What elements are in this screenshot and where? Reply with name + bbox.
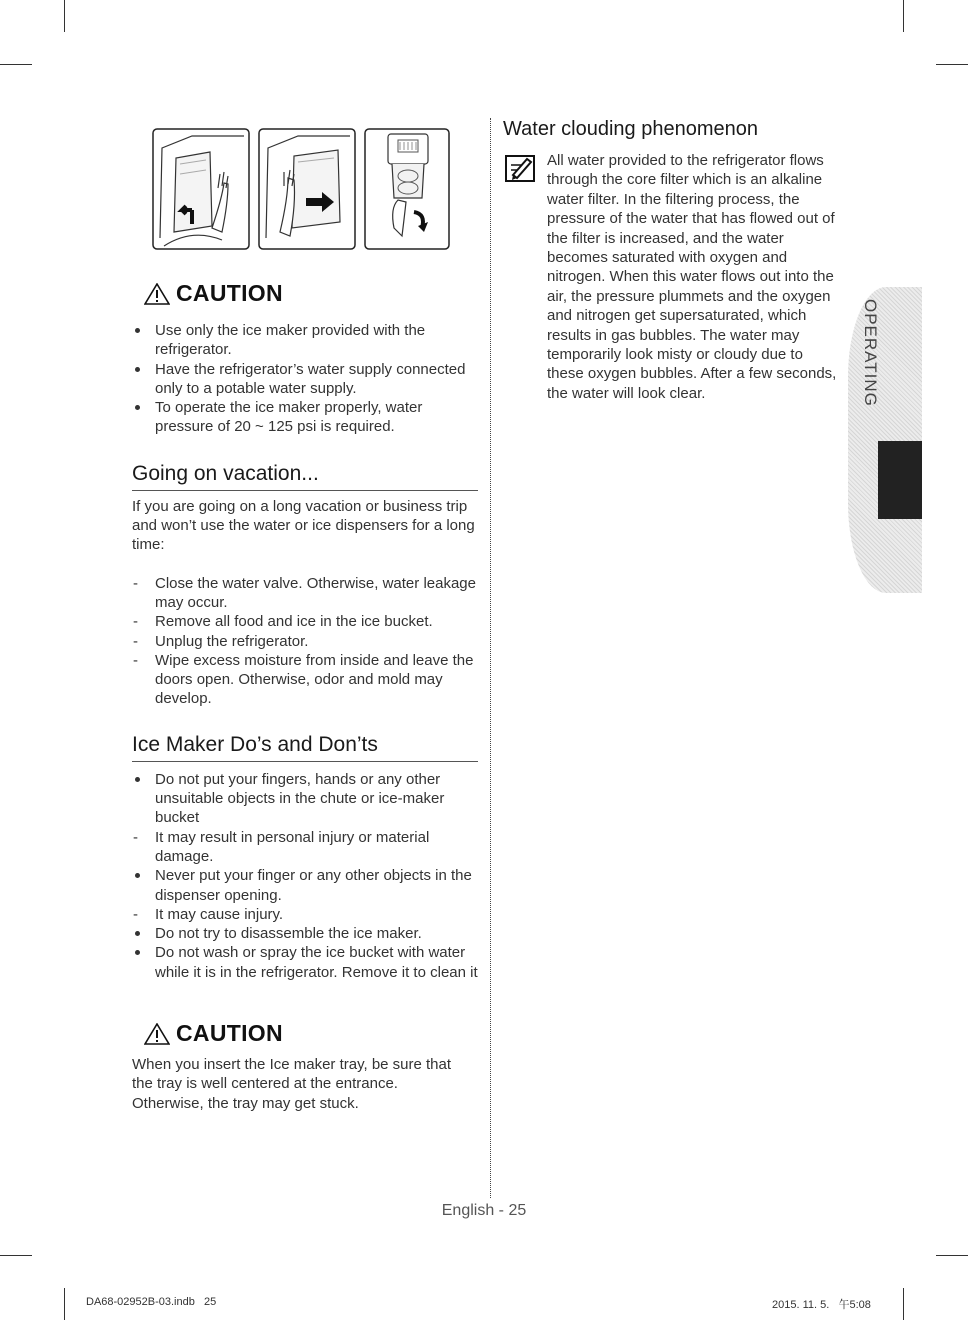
crop-mark [903,1288,904,1320]
side-tab-label: OPERATING [861,299,880,407]
list-item: Do not try to disassemble the ice maker. [132,924,478,943]
vacation-heading: Going on vacation... [132,462,478,491]
ice-bucket-push-illustration [152,128,250,250]
ice-bucket-slide-illustration [258,128,356,250]
vacation-intro: If you are going on a long vacation or business trip and won’t use the water or ice dispensers for a long time: [132,497,475,554]
list-item: - Wipe excess moisture from inside and leave the doors open. Otherwise, odor and mold may develop. [133,651,474,708]
side-tab-marker [878,441,922,519]
right-column [503,118,843,403]
crop-mark [936,1255,968,1256]
ice-maker-tray-illustration [364,128,450,250]
warning-triangle-icon [144,283,170,305]
list-item: Do not wash or spray the ice bucket with water while it is in the refrigerator. Remove it to clean it [132,943,478,982]
crop-mark [64,0,65,32]
list-item: Use only the ice maker provided with the refrigerator. [132,321,478,360]
list-item: To operate the ice maker properly, water pressure of 20 ~ 125 psi is required. [132,398,478,437]
page-number: English - 25 [441,1202,527,1219]
crop-mark [0,1255,32,1256]
list-item: - Close the water valve. Otherwise, water leakage may occur. [133,574,476,611]
note-block [503,151,843,403]
ice-maker-list [132,770,478,982]
column-divider [490,118,491,1198]
list-item: Have the refrigerator’s water supply connected only to a potable water supply. [132,360,478,399]
caution-list [132,321,478,437]
warning-triangle-icon [144,1023,170,1045]
vacation-list [132,574,478,709]
crop-mark [64,1288,65,1320]
water-clouding-text: All water provided to the refrigerator flows through the core filter which is an alkaline water filter. In the filtering process, the pressure of the water that has flowed out of the filter is increased, and the water becomes saturated with oxygen and nitrogen. When this water flows out into the air, the pressure plummets and the oxygen and nitrogen get supersaturated, which results in gas bubbles. The water may temporarily look misty or cloudy due to these oxygen bubbles. After a few seconds, the water will look clear. [547,152,837,402]
list-item: - It may result in personal injury or material damage. [133,828,430,865]
section-side-tab [848,287,922,593]
list-item: Never put your finger or any other objects in the dispenser opening. [132,866,478,905]
caution-text: When you insert the Ice maker tray, be sure that the tray is well centered at the entrance. Otherwise, the tray may get stuck. [132,1056,452,1112]
list-item: Do not put your fingers, hands or any other unsuitable objects in the chute or ice-maker bucket [132,770,478,828]
list-item: - Remove all food and ice in the ice bucket. [133,613,433,631]
left-column [132,128,478,1113]
list-item: - Unplug the refrigerator. [133,632,309,650]
ice-maker-illustrations [152,128,478,250]
crop-mark [936,64,968,65]
note-icon [503,153,537,183]
caution-heading [144,1020,478,1047]
print-slug-filename: DA68-02952B-03.indb 25 [86,1296,217,1308]
caution-label: CAUTION [176,1020,283,1047]
crop-mark [903,0,904,32]
water-clouding-heading: Water clouding phenomenon [503,118,758,140]
ice-maker-heading: Ice Maker Do’s and Don’ts [132,733,478,762]
crop-mark [0,64,32,65]
caution-heading [144,280,478,307]
caution-label: CAUTION [176,280,283,306]
list-item: - It may cause injury. [133,905,284,923]
print-slug-timestamp: 2015. 11. 5. 午5:08 [772,1299,871,1311]
